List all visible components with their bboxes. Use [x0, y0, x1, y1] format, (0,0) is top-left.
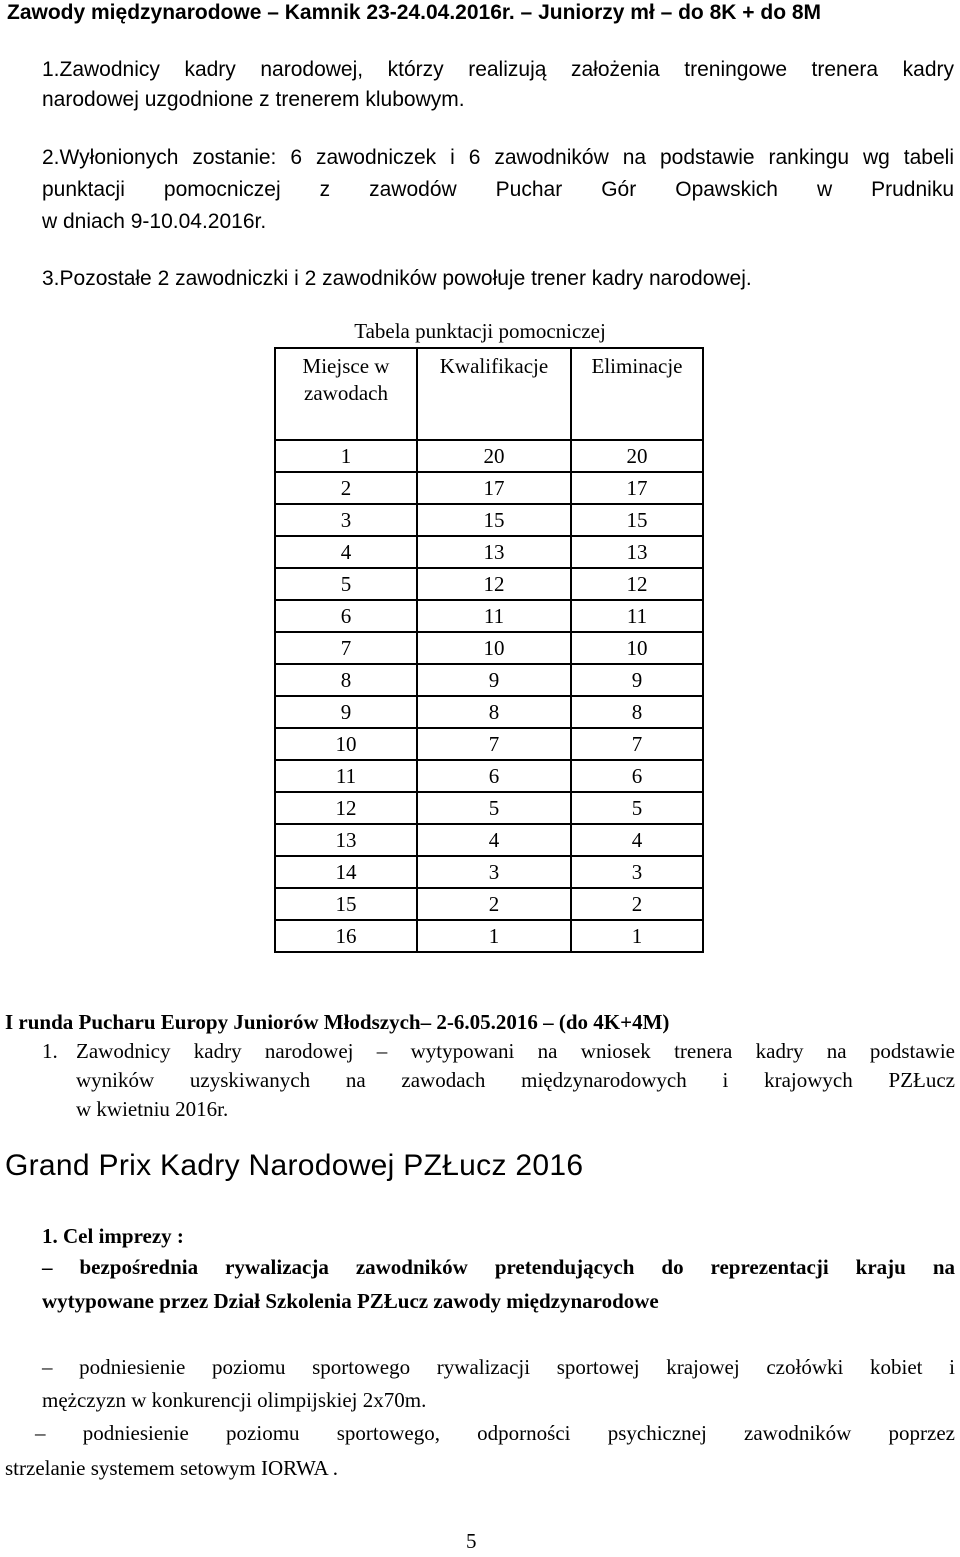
table-row: [275, 440, 703, 472]
cell-eliminations: 10: [571, 632, 703, 664]
cell-eliminations: 13: [571, 536, 703, 568]
table-row: [275, 632, 703, 664]
paragraph-2-line-2: punktacji pomocniczej z zawodów Puchar Gór Opawskich w Prudniku: [42, 178, 954, 201]
cell-qualifications: 13: [417, 536, 571, 568]
cell-qualifications: 1: [417, 920, 571, 952]
table-row: [275, 600, 703, 632]
cell-qualifications: 15: [417, 504, 571, 536]
cell-qualifications: 11: [417, 600, 571, 632]
table-row: [275, 888, 703, 920]
cell-eliminations: 9: [571, 664, 703, 696]
header-qualifications: Kwalifikacje: [417, 348, 571, 440]
paragraph-1-line-1: 1.Zawodnicy kadry narodowej, którzy realizują założenia treningowe trenera kadry: [42, 58, 954, 81]
paragraph-2-line-3: w dniach 9-10.04.2016r.: [42, 210, 267, 233]
section-3-subheading: 1. Cel imprezy :: [42, 1224, 184, 1248]
cell-place: 1: [275, 440, 417, 472]
cell-eliminations: 17: [571, 472, 703, 504]
cell-place: 14: [275, 856, 417, 888]
cell-qualifications: 12: [417, 568, 571, 600]
table-row: [275, 792, 703, 824]
header-place: Miejsce w zawodach: [275, 348, 417, 440]
section-2-heading: I runda Pucharu Europy Juniorów Młodszych– 2-6.05.2016 – (do 4K+4M): [5, 1010, 670, 1034]
table-row: [275, 536, 703, 568]
cell-place: 2: [275, 472, 417, 504]
section-2-line-2: wyników uzyskiwanych na zawodach międzynarodowych i krajowych PZŁucz: [76, 1068, 955, 1092]
table-row: [275, 696, 703, 728]
bullet-2-line-1: – podniesienie poziomu sportowego rywalizacji sportowej krajowej czołówki kobiet i: [42, 1355, 955, 1379]
cell-qualifications: 7: [417, 728, 571, 760]
cell-place: 9: [275, 696, 417, 728]
table-row: [275, 664, 703, 696]
table-row: [275, 568, 703, 600]
cell-eliminations: 3: [571, 856, 703, 888]
cell-qualifications: 9: [417, 664, 571, 696]
bullet-1-line-2: wytypowane przez Dział Szkolenia PZŁucz zawody międzynarodowe: [42, 1289, 659, 1313]
bullet-3-line-2: strzelanie systemem setowym IORWA .: [5, 1456, 339, 1480]
table-caption: Tabela punktacji pomocniczej: [354, 319, 606, 343]
cell-qualifications: 8: [417, 696, 571, 728]
section-3-title: Grand Prix Kadry Narodowej PZŁucz 2016: [5, 1149, 584, 1182]
paragraph-2-line-1: 2.Wyłonionych zostanie: 6 zawodniczek i 6 zawodników na podstawie rankingu wg tabeli: [42, 146, 954, 169]
cell-qualifications: 6: [417, 760, 571, 792]
table-row: [275, 728, 703, 760]
section-2-item-number: 1.: [42, 1039, 58, 1063]
cell-place: 7: [275, 632, 417, 664]
header-eliminations: Eliminacje: [571, 348, 703, 440]
cell-place: 8: [275, 664, 417, 696]
table-row: [275, 920, 703, 952]
cell-eliminations: 4: [571, 824, 703, 856]
cell-qualifications: 3: [417, 856, 571, 888]
section-2-line-1: Zawodnicy kadry narodowej – wytypowani na wniosek trenera kadry na podstawie: [76, 1039, 955, 1063]
cell-place: 13: [275, 824, 417, 856]
cell-place: 4: [275, 536, 417, 568]
table-header-row: [275, 348, 703, 440]
cell-place: 10: [275, 728, 417, 760]
cell-eliminations: 12: [571, 568, 703, 600]
bullet-1-line-1: – bezpośrednia rywalizacja zawodników pretendujących do reprezentacji kraju na: [42, 1255, 955, 1279]
table-row: [275, 504, 703, 536]
cell-qualifications: 5: [417, 792, 571, 824]
cell-eliminations: 6: [571, 760, 703, 792]
page-number: 5: [466, 1529, 477, 1553]
table-row: [275, 824, 703, 856]
points-table: [274, 347, 704, 953]
section-2-line-3: w kwietniu 2016r.: [76, 1097, 229, 1121]
cell-qualifications: 10: [417, 632, 571, 664]
cell-eliminations: 20: [571, 440, 703, 472]
table-row: [275, 472, 703, 504]
cell-eliminations: 8: [571, 696, 703, 728]
cell-place: 15: [275, 888, 417, 920]
cell-eliminations: 15: [571, 504, 703, 536]
cell-eliminations: 7: [571, 728, 703, 760]
cell-qualifications: 17: [417, 472, 571, 504]
bullet-2-line-2: mężczyzn w konkurencji olimpijskiej 2x70m.: [42, 1388, 427, 1412]
cell-place: 5: [275, 568, 417, 600]
table-row: [275, 760, 703, 792]
cell-place: 6: [275, 600, 417, 632]
cell-place: 16: [275, 920, 417, 952]
cell-eliminations: 5: [571, 792, 703, 824]
document-header: Zawody międzynarodowe – Kamnik 23-24.04.2016r. – Juniorzy mł – do 8K + do 8M: [7, 1, 822, 24]
table-row: [275, 856, 703, 888]
paragraph-3: 3.Pozostałe 2 zawodniczki i 2 zawodników powołuje trener kadry narodowej.: [42, 267, 752, 290]
cell-qualifications: 2: [417, 888, 571, 920]
cell-eliminations: 11: [571, 600, 703, 632]
cell-qualifications: 20: [417, 440, 571, 472]
paragraph-1-line-2: narodowej uzgodnione z trenerem klubowym.: [42, 88, 465, 111]
cell-eliminations: 2: [571, 888, 703, 920]
cell-qualifications: 4: [417, 824, 571, 856]
cell-place: 11: [275, 760, 417, 792]
cell-eliminations: 1: [571, 920, 703, 952]
cell-place: 3: [275, 504, 417, 536]
cell-place: 12: [275, 792, 417, 824]
bullet-3-line-1: – podniesienie poziomu sportowego, odporności psychicznej zawodników poprzez: [35, 1421, 955, 1445]
